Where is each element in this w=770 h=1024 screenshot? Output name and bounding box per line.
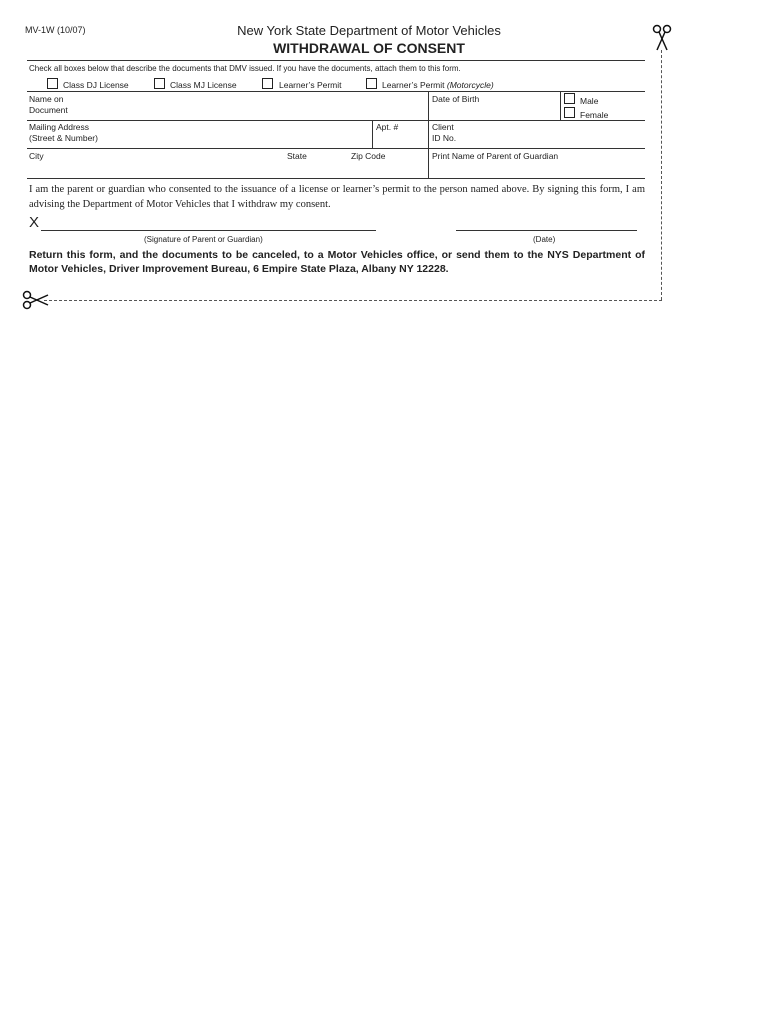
male-label: Male bbox=[580, 96, 599, 106]
learners-permit-motorcycle-checkbox[interactable] bbox=[366, 78, 377, 89]
scissors-icon bbox=[22, 290, 50, 310]
city-label: City bbox=[29, 151, 44, 161]
grid-divider bbox=[372, 120, 373, 148]
cut-line-horizontal bbox=[44, 300, 662, 301]
signature-line bbox=[41, 230, 376, 231]
zip-code-field[interactable] bbox=[349, 149, 427, 177]
date-line bbox=[456, 230, 637, 231]
signature-field[interactable] bbox=[41, 214, 376, 230]
consent-statement: I am the parent or guardian who consented to the issuance of a license or learner’s permit to the person named above. By signing this form, I am advising the Department of Motor Vehicles that I withdraw my consent. bbox=[29, 184, 645, 210]
date-of-birth-label: Date of Birth bbox=[432, 94, 480, 104]
parent-name-label: Print Name of Parent of Guardian bbox=[432, 151, 559, 161]
apt-field[interactable] bbox=[374, 121, 426, 147]
cut-line-vertical bbox=[661, 50, 662, 300]
apt-label: Apt. # bbox=[376, 122, 399, 132]
instructions-text: Check all boxes below that describe the documents that DMV issued. If you have the documents, attach them to this form. bbox=[29, 64, 461, 73]
mailing-address-field[interactable] bbox=[29, 121, 370, 147]
date-of-birth-field[interactable] bbox=[430, 92, 558, 119]
female-checkbox[interactable] bbox=[564, 107, 575, 118]
name-on-document-field[interactable] bbox=[29, 92, 427, 119]
department-name: New York State Department of Motor Vehicles bbox=[237, 23, 501, 38]
date-caption: (Date) bbox=[533, 235, 556, 244]
return-instructions: Return this form, and the documents to be canceled, to a Motor Vehicles office, or send them to the NYS Department of Motor Vehicles, Driver Improvement Bureau, 6 Empire State Plaza, Albany NY 12228. bbox=[29, 249, 645, 275]
male-checkbox[interactable] bbox=[564, 93, 575, 104]
form-title: WITHDRAWAL OF CONSENT bbox=[273, 40, 465, 56]
class-mj-label: Class MJ License bbox=[170, 80, 237, 90]
mailing-address-label: Mailing Address (Street & Number) bbox=[29, 122, 98, 143]
state-field[interactable] bbox=[285, 149, 345, 177]
signature-x-mark: X bbox=[29, 214, 40, 231]
learners-permit-label: Learner’s Permit bbox=[279, 80, 342, 90]
state-label: State bbox=[287, 151, 307, 161]
class-dj-checkbox[interactable] bbox=[47, 78, 58, 89]
name-on-document-label: Name on Document bbox=[29, 94, 68, 115]
parent-name-field[interactable] bbox=[430, 149, 644, 177]
female-label: Female bbox=[580, 110, 609, 120]
grid-divider bbox=[560, 91, 561, 120]
form-number: MV-1W (10/07) bbox=[25, 25, 86, 35]
signature-caption: (Signature of Parent or Guardian) bbox=[144, 235, 263, 244]
city-field[interactable] bbox=[29, 149, 279, 177]
grid-divider bbox=[428, 91, 429, 178]
class-mj-checkbox[interactable] bbox=[154, 78, 165, 89]
grid-rule bbox=[27, 178, 645, 179]
class-dj-label: Class DJ License bbox=[63, 80, 129, 90]
learners-permit-motorcycle-label: Learner’s Permit (Motorcycle) bbox=[382, 80, 494, 90]
title-rule bbox=[27, 60, 645, 61]
zip-code-label: Zip Code bbox=[351, 151, 386, 161]
client-id-field[interactable] bbox=[430, 121, 644, 147]
client-id-label: Client ID No. bbox=[432, 122, 457, 143]
scissors-icon bbox=[652, 24, 672, 52]
date-field[interactable] bbox=[456, 214, 637, 230]
learners-permit-checkbox[interactable] bbox=[262, 78, 273, 89]
